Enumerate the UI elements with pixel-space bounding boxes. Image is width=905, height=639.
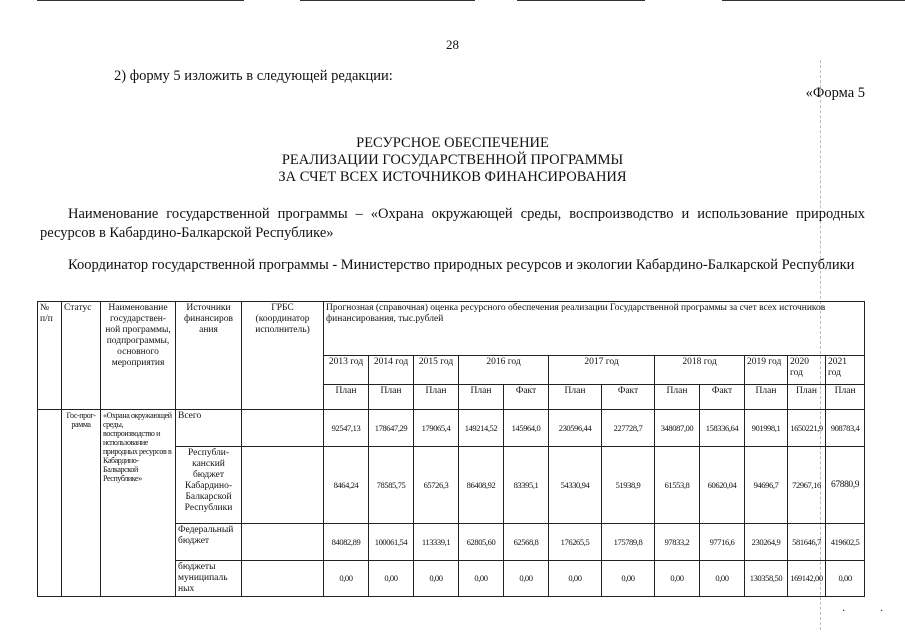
value-cell: 54330,94	[549, 447, 602, 524]
value-cell: 67880,9	[826, 447, 865, 524]
year-header: 2014 год	[369, 356, 414, 385]
value-cell: 0,00	[414, 561, 459, 597]
value-cell: 62805,60	[459, 524, 504, 561]
subheader: План	[414, 385, 459, 410]
value-cell: 97716,6	[700, 524, 745, 561]
program-coordinator: Координатор государственной программы - Министерство природных ресурсов и экологии Кабардино-Балкарской Республики	[68, 257, 855, 273]
program-name-cell: «Охрана окружающей среды, воспроизводство и использование природных ресурсов в Кабардино-Балкарской Республике»	[101, 410, 176, 597]
value-cell: 61553,8	[655, 447, 700, 524]
value-cell: 0,00	[549, 561, 602, 597]
value-cell: 178647,29	[369, 410, 414, 447]
subheader: План	[826, 385, 865, 410]
scan-speck: ·	[880, 606, 884, 617]
value-cell: 175789,8	[602, 524, 655, 561]
source-cell: Федеральный бюджет	[176, 524, 242, 561]
title-line-1: РЕСУРСНОЕ ОБЕСПЕЧЕНИЕ	[356, 135, 549, 151]
value-cell: 901998,1	[745, 410, 788, 447]
value-cell: 1650221,9	[788, 410, 826, 447]
title-line-3: ЗА СЧЕТ ВСЕХ ИСТОЧНИКОВ ФИНАНСИРОВАНИЯ	[278, 169, 627, 185]
value-cell: 65726,3	[414, 447, 459, 524]
subheader: План	[324, 385, 369, 410]
year-header: 2016 год	[459, 356, 549, 385]
subheader: План	[745, 385, 788, 410]
top-rule-1	[37, 0, 244, 1]
form-label: «Форма 5	[805, 85, 865, 101]
grbs-cell	[242, 410, 324, 447]
value-cell: 72967,16	[788, 447, 826, 524]
value-cell: 179065,4	[414, 410, 459, 447]
value-cell: 0,00	[369, 561, 414, 597]
value-cell: 51938,9	[602, 447, 655, 524]
page-number: 28	[446, 37, 459, 52]
source-cell: Республи-канский бюджет Кабардино-Балкарской Республики	[176, 447, 242, 524]
value-cell: 176265,5	[549, 524, 602, 561]
grbs-cell	[242, 561, 324, 597]
resource-table	[37, 301, 865, 597]
source-cell: бюджеты муниципаль ных	[176, 561, 242, 597]
subheader: План	[788, 385, 826, 410]
scan-speck: ·	[842, 606, 846, 617]
value-cell: 348087,00	[655, 410, 700, 447]
header-estimate: Прогнозная (справочная) оценка ресурсного обеспечения реализации Государственной программы за счет всех источников финансирования, тыс.рублей	[324, 302, 865, 356]
value-cell: 83395,1	[504, 447, 549, 524]
value-cell: 158336,64	[700, 410, 745, 447]
title-line-2: РЕАЛИЗАЦИИ ГОСУДАРСТВЕННОЙ ПРОГРАММЫ	[281, 152, 624, 168]
header-num: № п/п	[38, 302, 62, 410]
program-name: Наименование государственной программы – «Охрана окружающей среды, воспроизводство и использование природных ресурсов в Кабардино-Балкарской Республике»	[40, 206, 865, 241]
value-cell: 908783,4	[826, 410, 865, 447]
value-cell: 0,00	[504, 561, 549, 597]
value-cell: 227728,7	[602, 410, 655, 447]
value-cell: 581646,7	[788, 524, 826, 561]
year-header: 2020 год	[788, 356, 826, 385]
header-name: Наименование государствен-ной программы, подпрограммы, основного мероприятия	[101, 302, 176, 410]
value-cell: 230596,44	[549, 410, 602, 447]
value-cell: 149214,52	[459, 410, 504, 447]
value-cell: 145964,0	[504, 410, 549, 447]
value-cell: 0,00	[700, 561, 745, 597]
value-cell: 0,00	[324, 561, 369, 597]
top-rule-4	[722, 0, 905, 1]
value-cell: 0,00	[655, 561, 700, 597]
top-rule-3	[517, 0, 645, 1]
value-cell: 97833,2	[655, 524, 700, 561]
subheader: Факт	[700, 385, 745, 410]
header-grbs: ГРБС (координатор исполнитель)	[242, 302, 324, 410]
grbs-cell	[242, 524, 324, 561]
year-header: 2019 год	[745, 356, 788, 385]
value-cell: 100061,54	[369, 524, 414, 561]
value-cell: 113339,1	[414, 524, 459, 561]
value-cell: 0,00	[826, 561, 865, 597]
table-row	[38, 410, 865, 447]
value-cell: 78585,75	[369, 447, 414, 524]
value-cell: 230264,9	[745, 524, 788, 561]
intro-line: 2) форму 5 изложить в следующей редакции:	[114, 68, 393, 84]
row-num-cell	[38, 410, 62, 597]
subheader: Факт	[504, 385, 549, 410]
grbs-cell	[242, 447, 324, 524]
value-cell: 60620,04	[700, 447, 745, 524]
subheader: План	[459, 385, 504, 410]
value-cell: 8464,24	[324, 447, 369, 524]
subheader: План	[655, 385, 700, 410]
header-sources: Источники финансиров ания	[176, 302, 242, 410]
year-header: 2013 год	[324, 356, 369, 385]
year-header: 2015 год	[414, 356, 459, 385]
subheader: Факт	[602, 385, 655, 410]
top-rule-2	[300, 0, 475, 1]
source-cell: Всего	[176, 410, 242, 447]
value-cell: 419602,5	[826, 524, 865, 561]
year-header: 2018 год	[655, 356, 745, 385]
value-cell: 62568,8	[504, 524, 549, 561]
status-cell: Гос-прог-рамма	[62, 410, 101, 597]
value-cell: 130358,50	[745, 561, 788, 597]
subheader: План	[369, 385, 414, 410]
header-status: Статус	[62, 302, 101, 410]
value-cell: 86408,92	[459, 447, 504, 524]
value-cell: 84082,89	[324, 524, 369, 561]
subheader: План	[549, 385, 602, 410]
value-cell: 92547,13	[324, 410, 369, 447]
year-header: 2017 год	[549, 356, 655, 385]
value-cell: 0,00	[459, 561, 504, 597]
value-cell: 94696,7	[745, 447, 788, 524]
year-header: 2021 год	[826, 356, 865, 385]
value-cell: 0,00	[602, 561, 655, 597]
value-cell: 169142,00	[788, 561, 826, 597]
